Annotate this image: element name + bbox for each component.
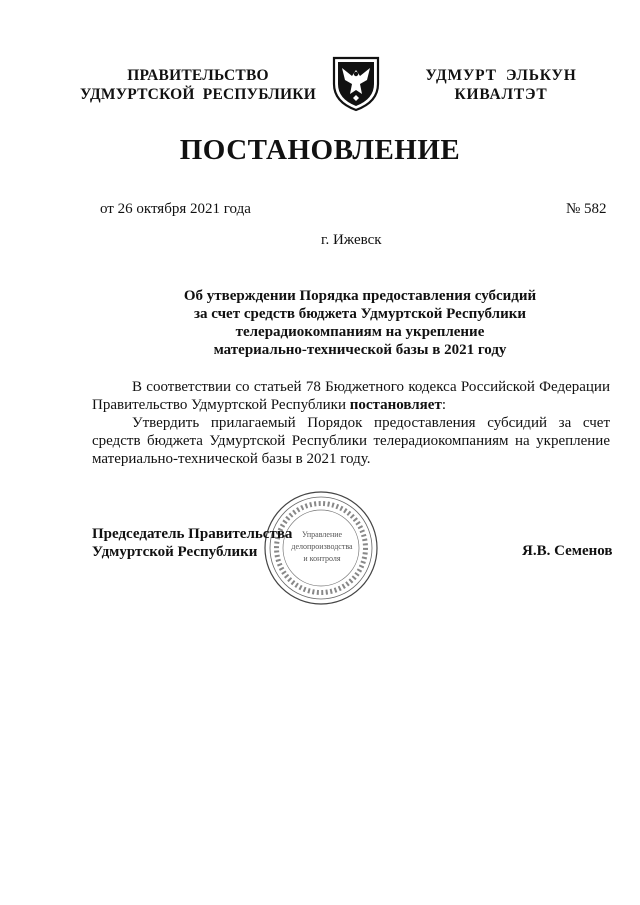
org-name-udmurt-line1: УДМУРТ ЭЛЬКУН [425, 67, 577, 84]
subject-line-3: телерадиокомпаниям на укрепление [235, 324, 485, 340]
org-name-udmurt [416, 66, 586, 104]
org-name-udmurt-line2: КИВАЛТЭТ [454, 86, 548, 103]
signer-title-line2: Удмуртской Республики [92, 544, 258, 560]
signer-name: Я.В. Семенов [522, 543, 613, 559]
stamp-line-1: Управление [301, 530, 343, 539]
signer-title [92, 525, 292, 561]
document-city: г. Ижевск [321, 232, 382, 248]
stamp-line-2: делопроизводства [291, 542, 353, 551]
stamp-line-3: и контроля [303, 554, 341, 563]
document-body [92, 378, 610, 468]
paragraph-1-end: : [441, 397, 446, 413]
coat-of-arms-icon [330, 54, 382, 112]
org-name-russian-line1: ПРАВИТЕЛЬСТВО [127, 67, 269, 84]
body-paragraph-1 [92, 378, 610, 414]
subject-line-4: материально-технической базы в 2021 году [213, 342, 507, 358]
decree-verb: постановляет [349, 397, 442, 413]
document-date: от 26 октября 2021 года [100, 201, 251, 217]
subject-line-1: Об утверждении Порядка предоставления субсидий [183, 288, 537, 304]
subject-line-2: за счет средств бюджета Удмуртской Республики [193, 306, 527, 322]
document-number: № 582 [566, 201, 607, 217]
document-subject [150, 287, 570, 359]
org-name-russian [78, 66, 318, 104]
body-paragraph-2: Утвердить прилагаемый Порядок предоставления субсидий за счет средств бюджета Удмуртской Республики телерадиокомпаниям на укрепление материально-технической базы в 2021 году. [92, 415, 610, 467]
paragraph-1-text: В соответствии со статьей 78 Бюджетного кодекса Российской Федерации Правительство Удмуртской Республики [92, 379, 610, 413]
signer-title-line1: Председатель Правительства [92, 526, 293, 542]
org-name-russian-line2: УДМУРТСКОЙ РЕСПУБЛИКИ [80, 86, 316, 103]
document-type-title: ПОСТАНОВЛЕНИЕ [179, 134, 461, 166]
